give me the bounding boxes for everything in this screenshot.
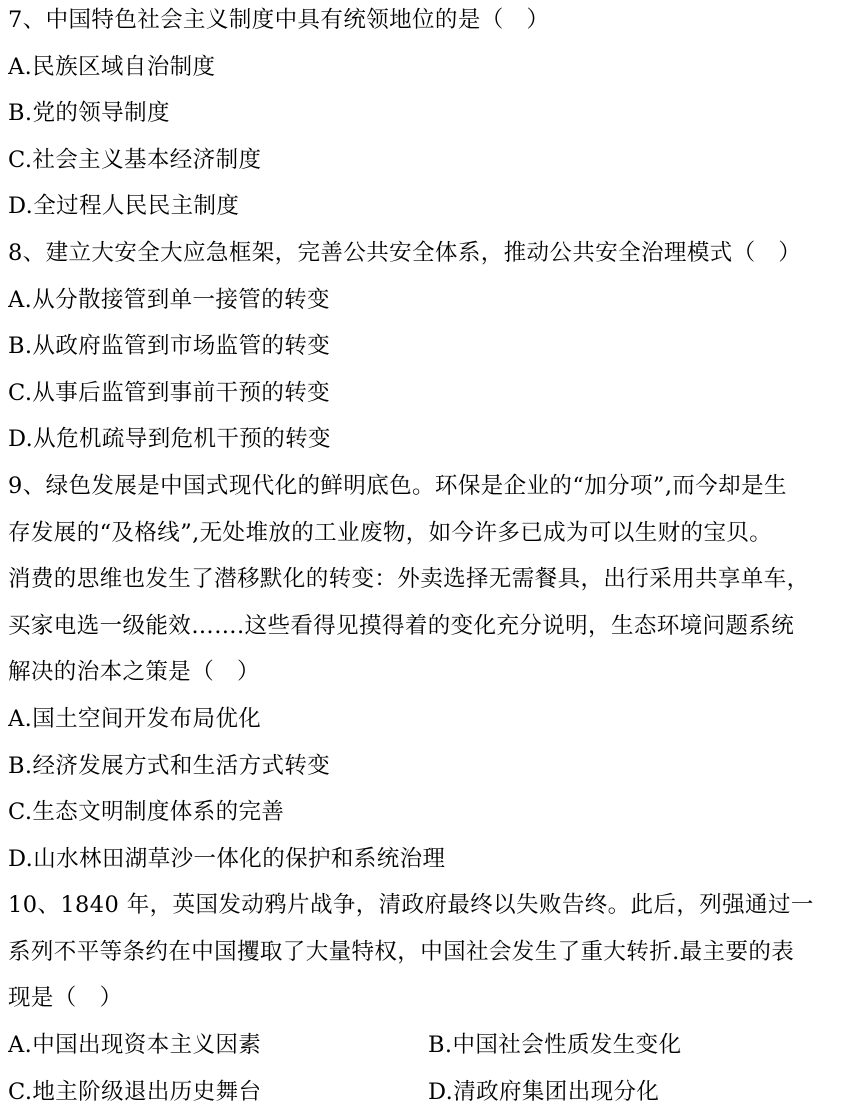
option-c: C.从事后监管到事前干预的转变 xyxy=(8,379,331,406)
option-a: A.国土空间开发布局优化 xyxy=(8,705,262,732)
option-b: B.党的领导制度 xyxy=(8,100,170,127)
option-d: D.从危机疏导到危机干预的转变 xyxy=(8,426,331,453)
option-a: A.从分散接管到单一接管的转变 xyxy=(8,286,330,313)
question-stem: 7、中国特色社会主义制度中具有统领地位的是（ ） xyxy=(8,7,550,33)
option-c: C.生态文明制度体系的完善 xyxy=(8,799,285,826)
question-stem-line: 10、1840 年，英国发动鸦片战争，清政府最终以失败告终。此后，列强通过一 xyxy=(8,892,814,919)
option-b: B.中国社会性质发生变化 xyxy=(428,1032,682,1059)
option-c: C.地主阶级退出历史舞台 xyxy=(8,1078,262,1105)
question-7 xyxy=(8,0,844,230)
option-a: A.民族区域自治制度 xyxy=(8,53,216,80)
question-10 xyxy=(8,882,844,1115)
question-stem-line: 买家电选一级能效…….这些看得见摸得着的变化充分说明，生态环境问题系统 xyxy=(8,612,795,639)
question-9 xyxy=(8,463,844,882)
question-stem-line: 存发展的“及格线”,无处堆放的工业废物，如今许多已成为可以生财的宝贝。 xyxy=(8,519,773,546)
option-a: A.中国出现资本主义因素 xyxy=(8,1032,262,1059)
exam-page xyxy=(8,0,844,1115)
option-c: C.社会主义基本经济制度 xyxy=(8,146,262,173)
question-stem-line: 解决的治本之策是（ ） xyxy=(8,659,260,686)
question-stem-line: 系列不平等条约在中国攫取了大量特权，中国社会发生了重大转折.最主要的表 xyxy=(8,938,795,965)
question-stem-line: 9、绿色发展是中国式现代化的鲜明底色。环保是企业的“加分项”,而今却是生 xyxy=(8,472,787,499)
option-d: D.清政府集团出现分化 xyxy=(428,1078,660,1105)
question-stem-line: 消费的思维也发生了潜移默化的转变：外卖选择无需餐具，出行采用共享单车， xyxy=(8,566,810,593)
option-row xyxy=(8,1069,844,1116)
option-row xyxy=(8,1022,844,1069)
option-d: D.全过程人民民主制度 xyxy=(8,193,240,220)
option-d: D.山水林田湖草沙一体化的保护和系统治理 xyxy=(8,845,446,872)
question-stem-line: 现是（ ） xyxy=(8,985,123,1012)
option-b: B.从政府监管到市场监管的转变 xyxy=(8,333,331,360)
option-b: B.经济发展方式和生活方式转变 xyxy=(8,752,331,779)
question-stem: 8、建立大安全大应急框架，完善公共安全体系，推动公共安全治理模式（ ） xyxy=(8,239,802,266)
question-8 xyxy=(8,230,844,463)
